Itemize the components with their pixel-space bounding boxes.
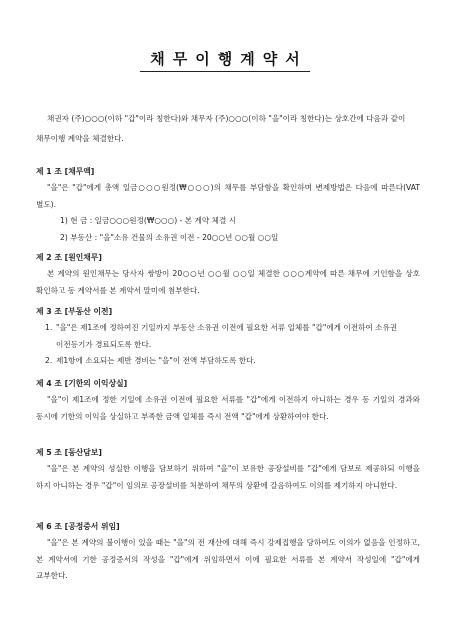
article-body: "을"이 제1조에 정한 기일에 소유권 이전에 필요한 서류를 "갑"에게 이전하지 아니하는 경우 동 기일의 경과와 동시에 기한의 이익을 상실하고 부족한 금액 일체를 즉시 전액 "갑"에게 상환하여야 한다. — [36, 395, 420, 421]
list-item — [36, 320, 420, 353]
article-body: "을"은 본 계약의 성실한 이행을 담보하기 위하여 "을"이 보유한 공장설비를 "갑"에게 담보로 제공하되 이행을 하지 아니하는 경우 "갑"이 임의로 공장설비를 처분하여 채무의 상환에 갈음하여도 이의를 제기하지 아니한다. — [36, 464, 420, 490]
article-title: 제 1 조 [채무액] — [36, 167, 95, 176]
article-title: 제 2 조 [원인채무] — [36, 253, 102, 262]
article-title: 제 4 조 [기한의 이익상실] — [36, 379, 128, 388]
list-text: 제1항에 소요되는 제반 경비는 "을"이 전액 부담하도록 한다. — [56, 356, 256, 365]
article-5 — [36, 447, 420, 494]
article-4 — [36, 378, 420, 425]
article-title: 제 3 조 [부동산 이전] — [36, 307, 113, 316]
article-3 — [36, 306, 420, 370]
list-item — [36, 353, 420, 370]
article-title: 제 5 조 [동산담보] — [36, 448, 102, 457]
article-body: "을"은 "갑"에게 총액 일금○○○원정(₩○○○)의 채무를 부담함을 확인하며 변제방법은 다음에 따른다(VAT 별도). — [36, 183, 420, 209]
article-body: 본 계약의 원인채무는 당사자 쌍방이 20○○년 ○○월 ○○일 체결한 ○○○계약에 따른 채무에 기인함을 상호 확인하고 동 계약서를 본 계약서 말미에 첨부한다. — [36, 269, 420, 295]
list-number: 2. — [45, 356, 53, 365]
article-1 — [36, 166, 420, 246]
title-block — [0, 48, 450, 72]
article-2 — [36, 252, 420, 299]
list-number: 1. — [45, 323, 53, 332]
article-6 — [36, 521, 420, 585]
intro-paragraph: 채권자 (주)○○○(이하 "갑"이라 칭한다)와 채무자 (주)○○○(이하 "을"이라 칭한다)는 상호간에 다음과 같이 채무이행 계약을 체결한다. — [36, 114, 406, 143]
document-title: 채무이행계약서 — [140, 48, 309, 72]
article-body: "을"은 본 계약의 불이행이 있을 때는 "을"의 전 재산에 대해 즉시 강제집행을 당하여도 이의가 없음을 인정하고, 본 계약서에 기한 공정증서의 작성을 "갑"에게 위임하면서 이에 필요한 서류를 본 계약서 작성일에 "갑"에게 교부한다. — [36, 538, 420, 580]
list-text: "을"은 제1조에 정하여진 기일까지 부동산 소유권 이전에 필요한 서류 일체를 "갑"에게 이전하여 소유권 이전등기가 경료되도록 한다. — [56, 323, 398, 349]
list-item: 2) 부동산 : "을"소유 건물의 소유권 이전 - 20○○년 ○○월 ○○일 — [60, 232, 279, 242]
list-item: 1) 현 금 : 일금○○○원정(₩○○○) - 본 계약 체결 시 — [60, 216, 237, 225]
article-title: 제 6 조 [공정증서 위임] — [36, 522, 120, 531]
